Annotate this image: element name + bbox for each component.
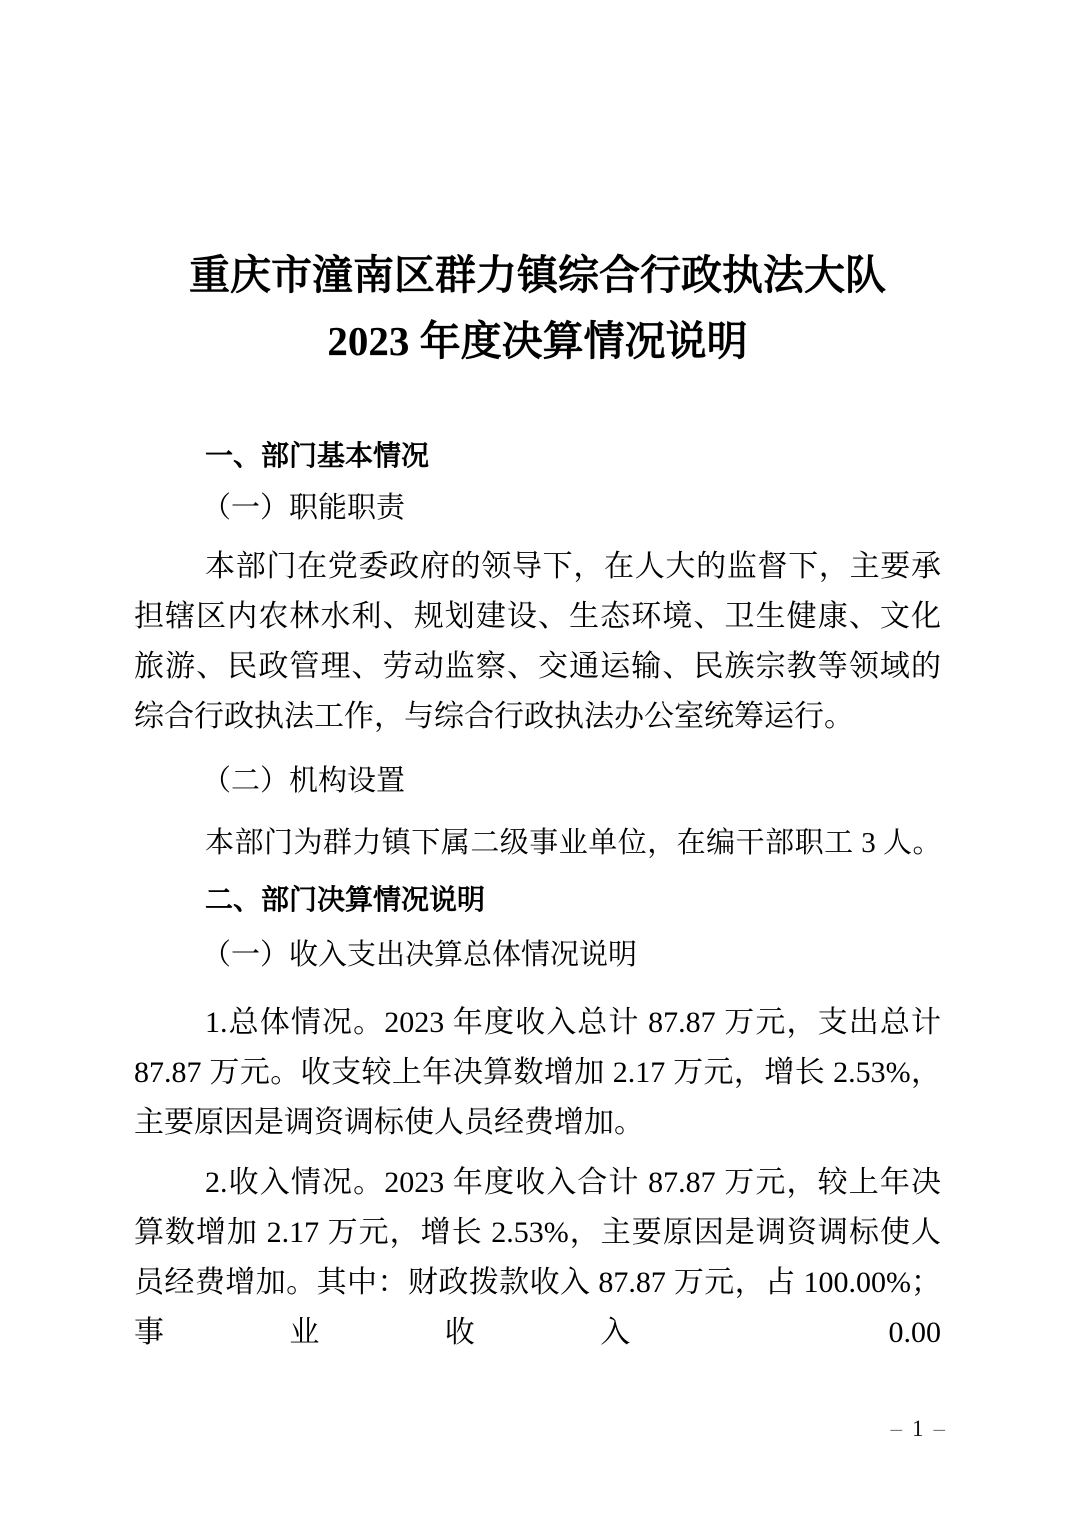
section-1-paragraph-duties: 本部门在党委政府的领导下，在人大的监督下，主要承担辖区内农林水利、规划建设、生态环境、卫生健康、文化旅游、民政管理、劳动监察、交通运输、民族宗教等领域的综合行政执法工作，与综合行政执法办公室统筹运行。 [134, 550, 941, 733]
section-1-paragraph-organization: 本部门为群力镇下属二级事业单位，在编干部职工 3 人。 [205, 827, 941, 859]
document-title [0, 0, 1075, 374]
page-footer [891, 1414, 946, 1444]
section-1-subheading-duties: （一）职能职责 [202, 492, 406, 524]
page-number: 1 [912, 1416, 924, 1441]
section-2-paragraph-income: 2.收入情况。2023 年度收入合计 87.87 万元，较上年决算数增加 2.17 万元，增长 2.53%，主要原因是调资调标使人员经费增加。其中：财政拨款收入 87.87 万元，占 100.00%；事业收入 0.00 [134, 1166, 941, 1349]
section-1-heading: 一、部门基本情况 [205, 440, 430, 471]
section-2-heading: 二、部门决算情况说明 [205, 884, 486, 915]
document-title-line-2: 2023 年度决算情况说明 [327, 318, 748, 364]
page-number-dash-left: – [890, 1416, 902, 1441]
document-title-line-1: 重庆市潼南区群力镇综合行政执法大队 [189, 252, 886, 298]
section-2-subheading-overview: （一）收入支出决算总体情况说明 [202, 939, 638, 971]
section-2-paragraph-overall: 1.总体情况。2023 年度收入总计 87.87 万元，支出总计 87.87 万元。收支较上年决算数增加 2.17 万元，增长 2.53%，主要原因是调资调标使人员经费增加。 [134, 1006, 941, 1139]
document-body [134, 431, 941, 1358]
section-1-subheading-organization: （二）机构设置 [202, 765, 406, 797]
page-number-dash-right: – [933, 1416, 945, 1441]
